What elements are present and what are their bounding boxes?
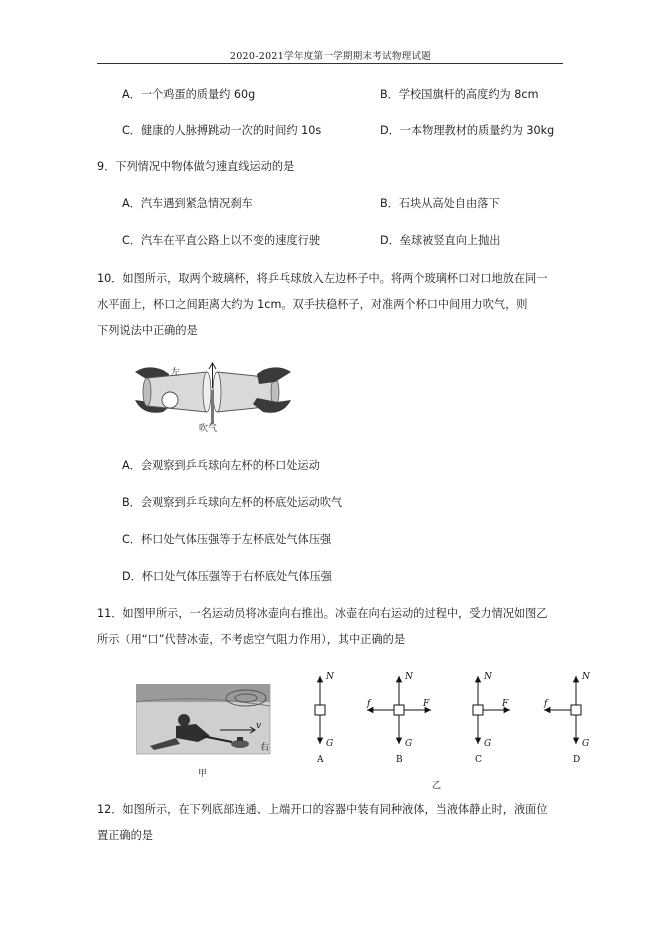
force-label-push: F [502, 699, 509, 709]
force-n-arrow [317, 676, 323, 705]
curling-box [315, 705, 325, 715]
force-label-n: N [326, 672, 334, 682]
q8-option-c: C．健康的人脉搏跳动一次的时间约 10s [122, 124, 322, 137]
force-label-g: G [326, 739, 334, 749]
force-label-n: N [582, 672, 590, 682]
left-glass [147, 372, 207, 412]
q9-option-a: A．汽车遇到紧急情况刹车 [122, 197, 253, 210]
athlete-head [178, 714, 190, 726]
q10-option-b: B．会观察到乒乓球向左杯的杯底处运动吹气 [122, 496, 343, 509]
q12-stem-line1: 12．如图所示，在下列底部连通、上端开口的容器中装有同种液体，当液体静止时，液面位 [97, 803, 548, 816]
force-n-arrow [396, 676, 402, 705]
curling-box [394, 705, 404, 715]
force-g-arrow [475, 715, 481, 744]
force-n-arrow [475, 676, 481, 705]
force-label-push: F [423, 699, 430, 709]
q10-option-a: A．会观察到乒乓球向左杯的杯口处运动 [122, 459, 320, 472]
straw [211, 390, 214, 424]
diagram-letter: C [475, 755, 482, 765]
ping-pong-ball [162, 392, 178, 408]
force-label-g: G [405, 739, 413, 749]
fig-label-blow: 吹气 [199, 424, 218, 432]
q10-stem-line3: 下列说法中正确的是 [97, 324, 198, 337]
q10-stem-line1: 10．如图所示，取两个玻璃杯，将乒乓球放入左边杯子中。将两个玻璃杯口对口地放在同一 [97, 272, 548, 285]
diagram-letter: A [317, 755, 324, 765]
curling-box [571, 705, 581, 715]
q10-option-d: D．杯口处气体压强等于右杯底处气体压强 [122, 570, 332, 583]
force-label-n: N [484, 672, 492, 682]
header-divider [97, 63, 563, 64]
diagram-letter: B [396, 755, 403, 765]
force-label-n: N [405, 672, 413, 682]
q10-stem-line2: 水平面上，杯口之间距离大约为 1cm。双手扶稳杯子，对准两个杯口中间用力吹气，则 [97, 298, 528, 311]
fig-label-v: v [256, 721, 262, 731]
right-hand-top [257, 367, 291, 384]
q8-option-a: A．一个鸡蛋的质量约 60g [122, 88, 256, 101]
fig-label-right: 右 [260, 743, 270, 753]
curling-photo [136, 684, 272, 780]
force-n-arrow [573, 676, 579, 705]
force-diagrams [300, 668, 610, 790]
q12-stem-line2: 置正确的是 [97, 829, 153, 842]
fig-label-jia: 甲 [198, 769, 208, 779]
q9-option-c: C．汽车在平直公路上以不变的速度行驶 [122, 234, 321, 247]
fig-label-yi: 乙 [432, 781, 442, 790]
q9-option-d: D．垒球被竖直向上抛出 [380, 234, 501, 247]
q8-option-b: B．学校国旗杆的高度约为 8cm [380, 88, 539, 101]
force-label-f: f [367, 699, 371, 709]
q11-stem-line1: 11．如图甲所示，一名运动员将冰壶向右推出。冰壶在向右运动的过程中，受力情况如图乙 [97, 607, 548, 620]
force-g-arrow [396, 715, 402, 744]
force-g-arrow [573, 715, 579, 744]
curling-box [473, 705, 483, 715]
force-label-f: f [544, 699, 548, 709]
diagram-letter: D [573, 755, 581, 765]
q10-option-c: C．杯口处气体压强等于左杯底处气体压强 [122, 533, 332, 546]
q11-stem-line2: 所示（用“口”代替冰壶，不考虑空气阻力作用），其中正确的是 [97, 633, 406, 646]
q9-option-b: B．石块从高处自由落下 [380, 197, 500, 210]
q10-cups-figure [133, 360, 293, 432]
force-label-g: G [582, 739, 590, 749]
force-f-arrow [367, 707, 394, 713]
q8-option-d: D．一本物理教材的质量约为 30kg [380, 124, 555, 137]
force-g-arrow [317, 715, 323, 744]
force-f-arrow [544, 707, 571, 713]
q9-stem: 9．下列情况中物体做匀速直线运动的是 [97, 160, 295, 173]
force-label-g: G [484, 739, 492, 749]
fig-label-left: 左 [171, 368, 181, 378]
curling-stone [231, 740, 249, 748]
page-header: 2020-2021学年度第一学期期末考试物理试题 [229, 51, 432, 62]
